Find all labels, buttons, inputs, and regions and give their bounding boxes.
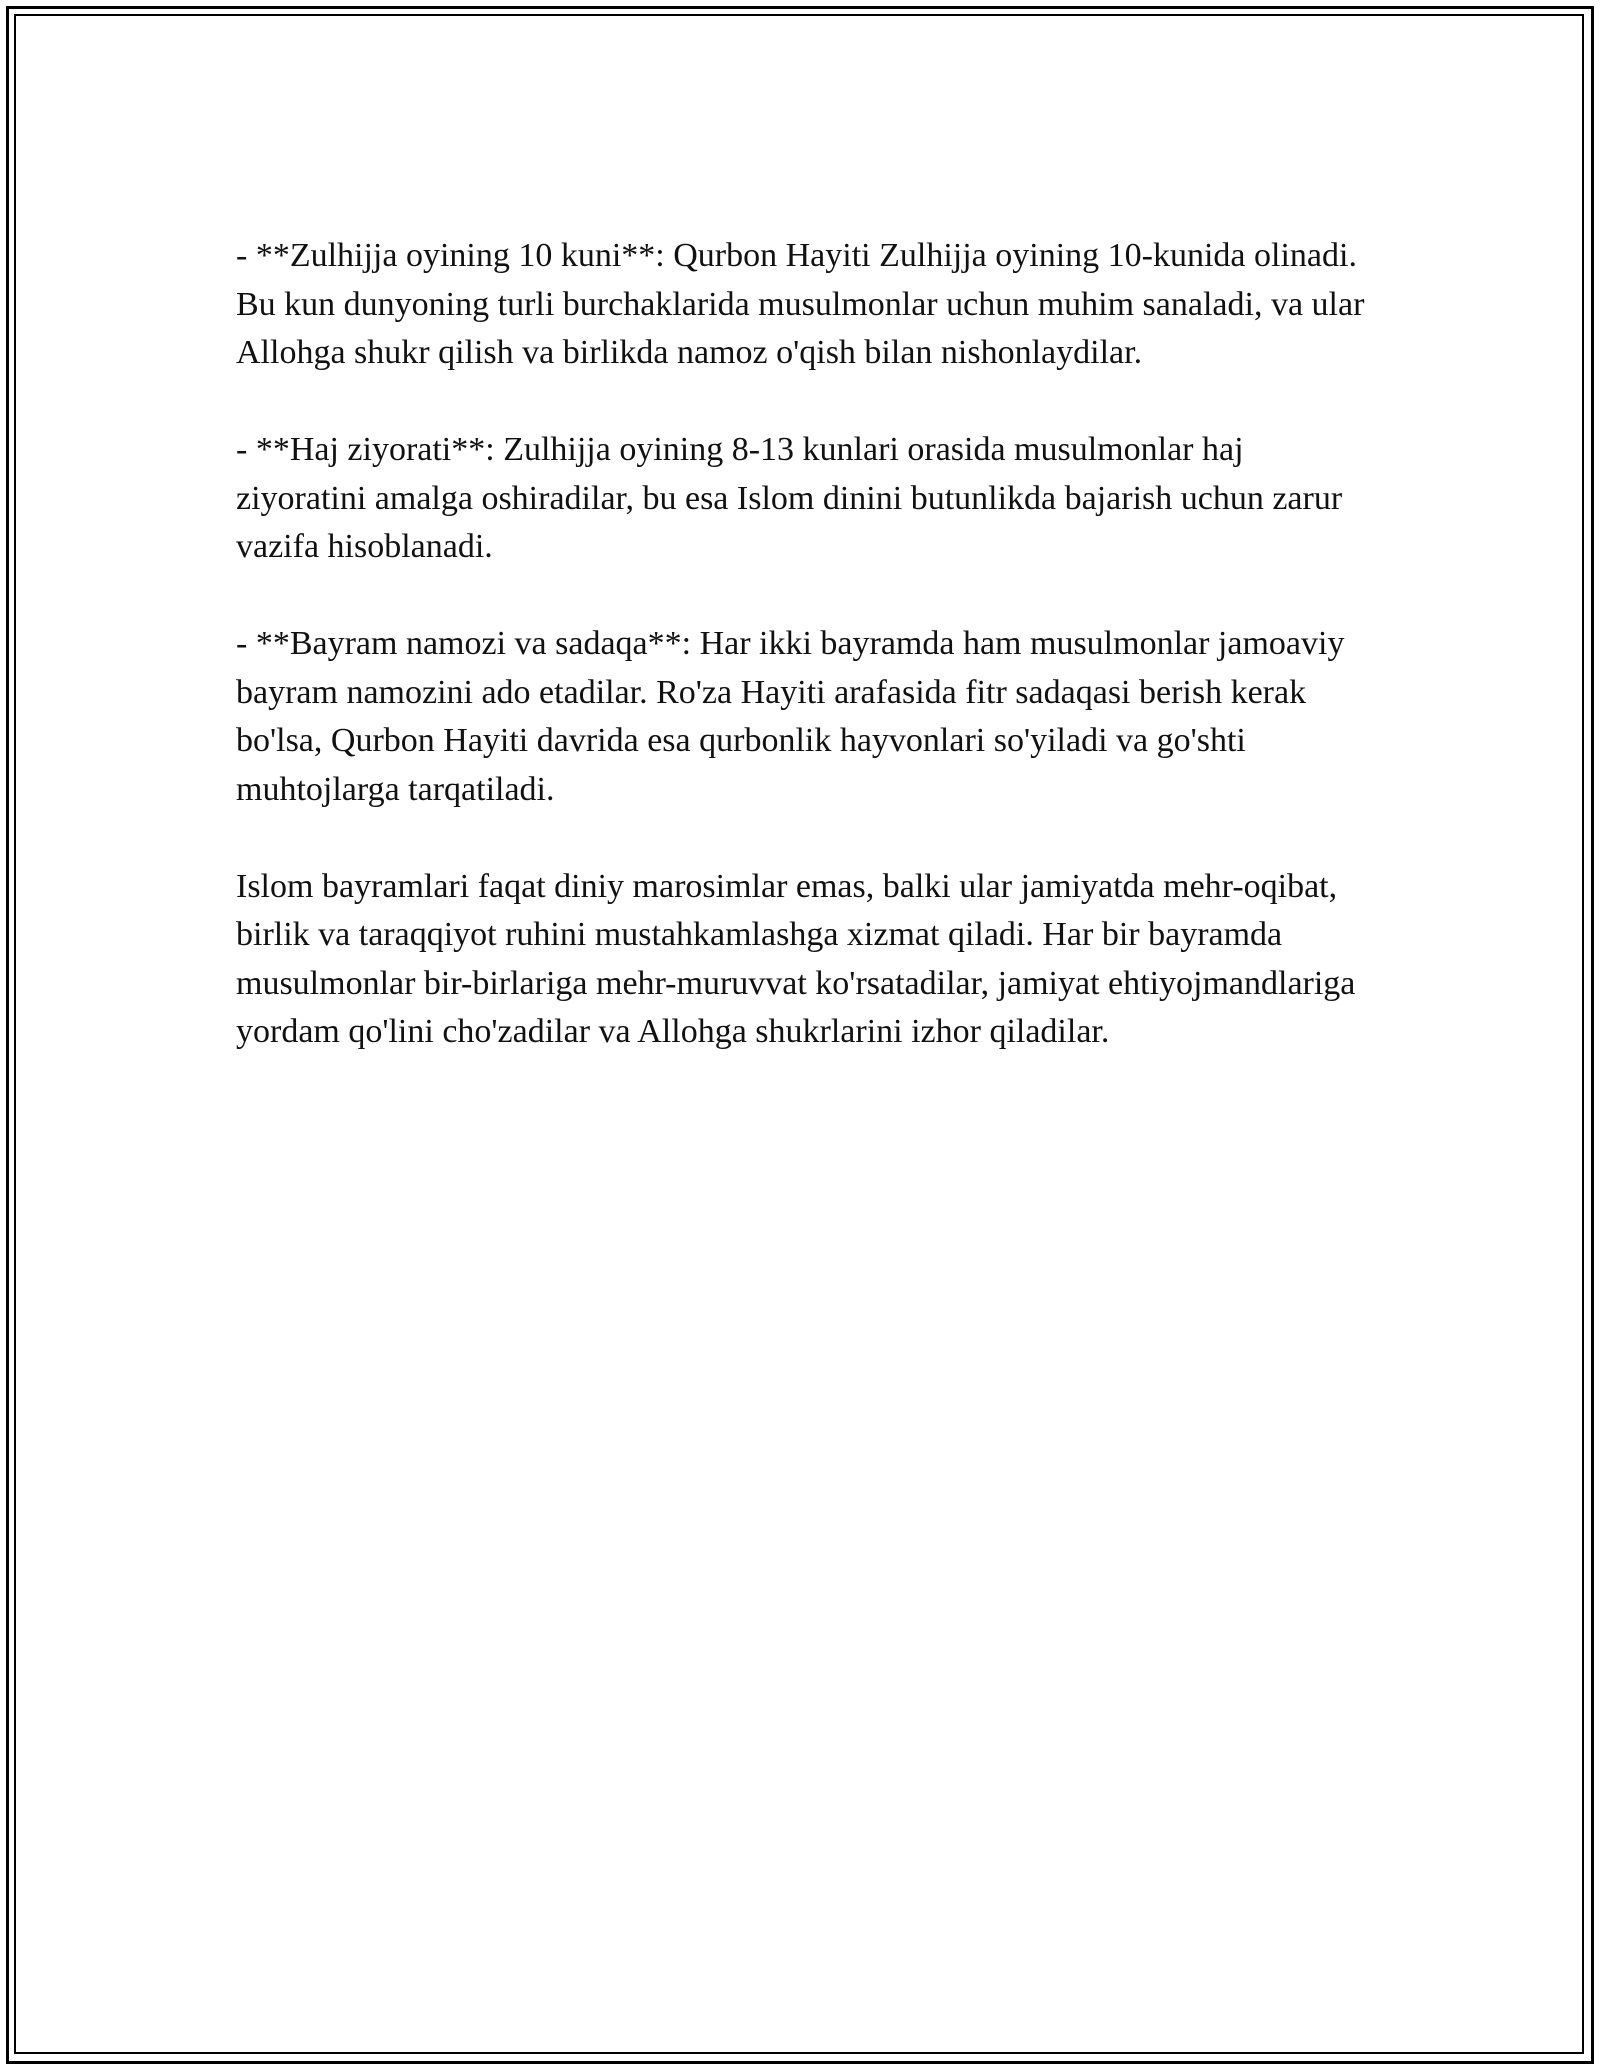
paragraph-bayram-namozi: - **Bayram namozi va sadaqa**: Har ikki bayramda ham musulmonlar jamoaviy bayram namozini ado etadilar. Ro'za Hayiti arafasida fitr sadaqasi berish kerak bo'lsa, Qurbon Hayiti davrida esa qurbonlik hayvonlari so'yiladi va go'shti muhtojlarga tarqatiladi. bbox=[236, 625, 1345, 808]
document-body bbox=[236, 232, 1366, 1105]
paragraph-islom-bayramlari: Islom bayramlari faqat diniy marosimlar emas, balki ular jamiyatda mehr-oqibat, birlik va taraqqiyot ruhini mustahkamlashga xizmat qiladi. Har bir bayramda musulmonlar bir-birlariga mehr-muruvvat ko'rsatadilar, jamiyat ehtiyojmandlariga yordam qo'lini cho'zadilar va Allohga shukrlarini izhor qiladilar. bbox=[236, 867, 1356, 1050]
paragraph-zulhijja-10: - **Zulhijja oyining 10 kuni**: Qurbon Hayiti Zulhijja oyining 10-kunida olinadi. Bu kun dunyoning turli burchaklarida musulmonlar uchun muhim sanaladi, va ular Allohga shukr qilish va birlikda namoz o'qish bilan nishonlaydilar. bbox=[236, 237, 1365, 371]
paragraph-haj-ziyorati: - **Haj ziyorati**: Zulhijja oyining 8-13 kunlari orasida musulmonlar haj ziyoratini amalga oshiradilar, bu esa Islom dinini butunlikda bajarish uchun zarur vazifa hisoblanadi. bbox=[236, 431, 1343, 565]
